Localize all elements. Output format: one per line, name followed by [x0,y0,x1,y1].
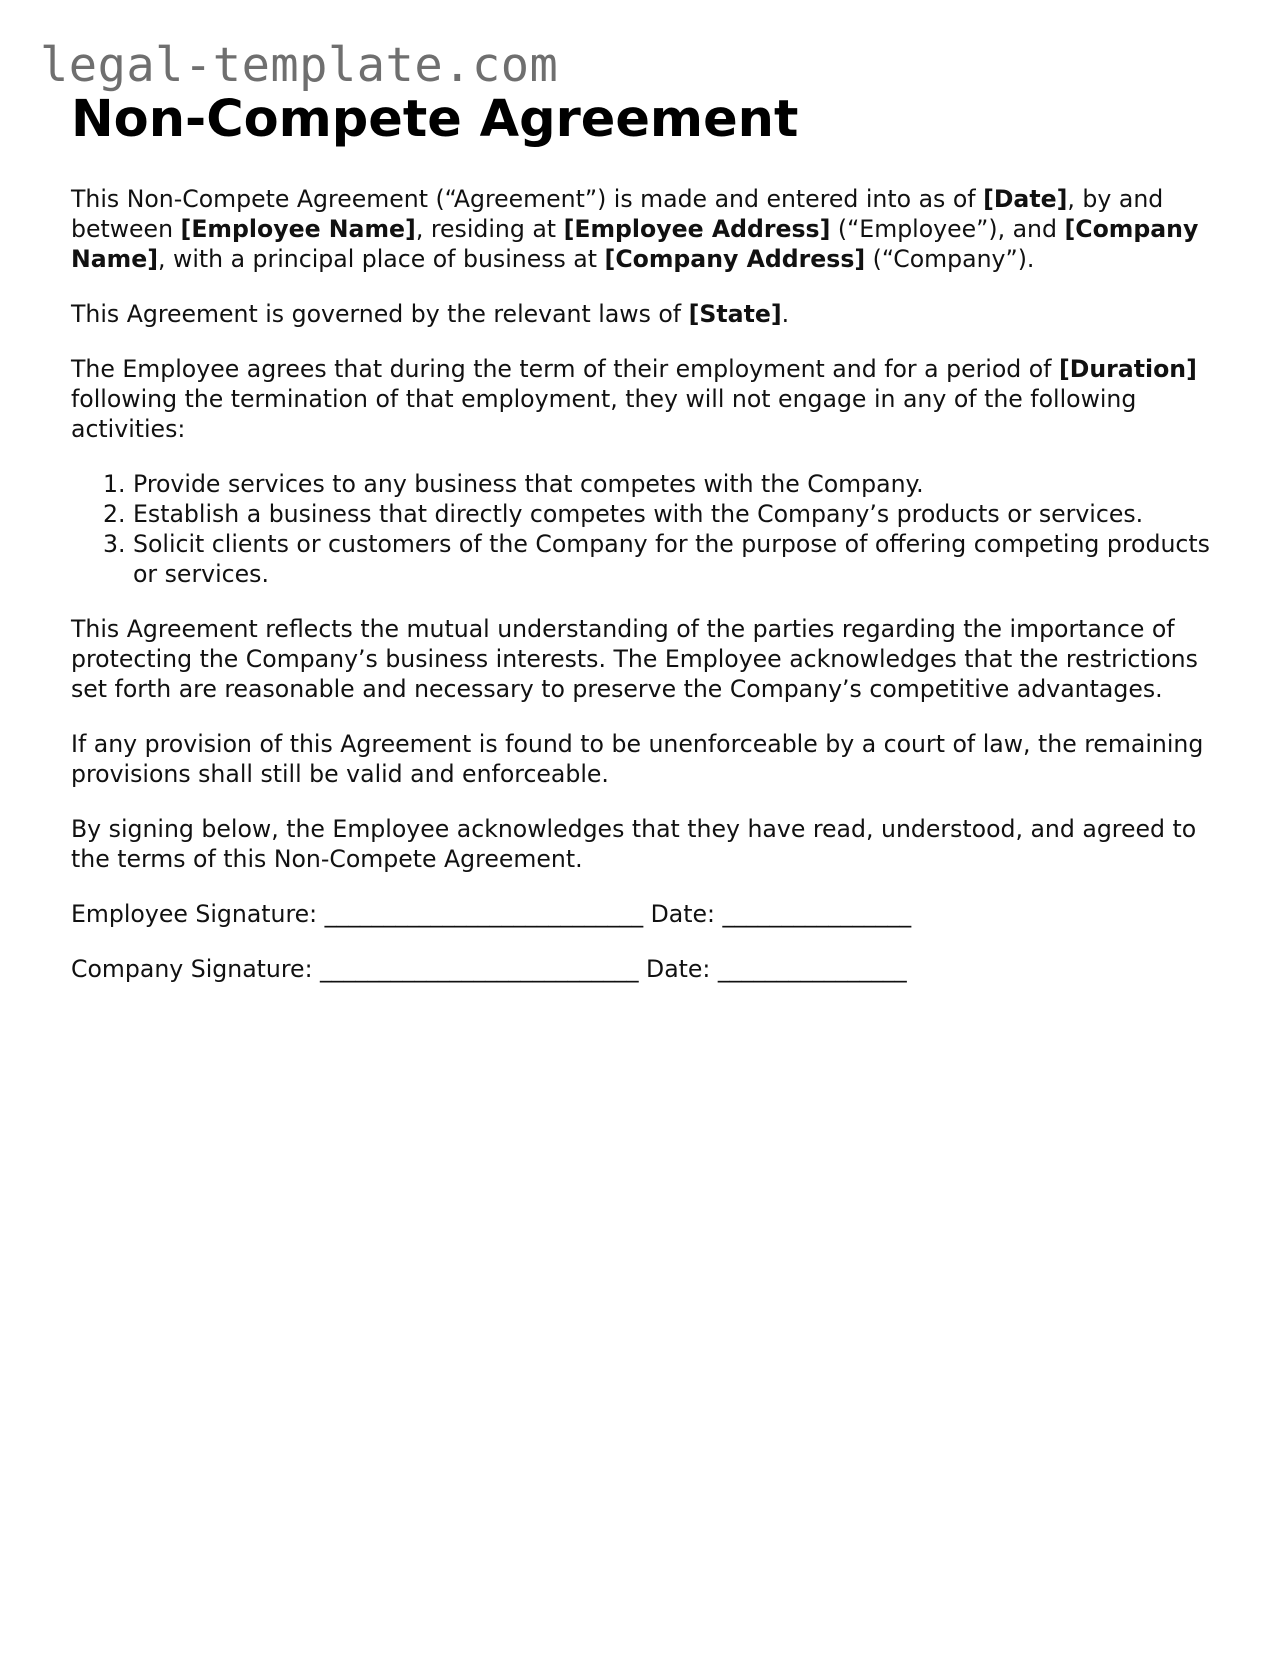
state-placeholder: [State] [688,300,782,328]
severability-paragraph: If any provision of this Agreement is found to be unenforceable by a court of law, the remaining provisions shall still be valid and enforceable. [71,730,1204,788]
mutual-understanding-paragraph: This Agreement reflects the mutual understanding of the parties regarding the importance of protecting the Company’s business interests. The Employee acknowledges that the restrictions set forth are reasonable and necessary to preserve the Company’s competitive advantages. [71,615,1198,703]
intro-text: (“Employee”), and [830,215,1065,243]
duration-placeholder: [Duration] [1059,355,1197,383]
list-item: 3. Solicit clients or customers of the Company for the purpose of offering competing products or services. [133,529,1221,589]
company-signature-line: Company Signature: ___________________________ Date: ________________ [71,955,907,983]
employee-name-placeholder: [Employee Name] [180,215,416,243]
company-name-placeholder: [Company Name] [71,215,1199,273]
law-text: . [781,300,790,328]
intro-text: , residing at [415,215,564,243]
document-body [71,88,1221,984]
watermark-logo: legal-template.com [40,38,559,93]
acknowledgement-paragraph: By signing below, the Employee acknowledges that they have read, understood, and agreed to the terms of this Non-Compete Agreement. [71,815,1197,873]
law-text: This Agreement is governed by the relevant laws of [71,300,689,328]
employee-signature-line: Employee Signature: ___________________________ Date: ________________ [71,900,912,928]
document-title: Non-Compete Agreement [71,90,799,149]
intro-text: This Non-Compete Agreement (“Agreement”) is made and entered into as of [71,185,984,213]
list-item: 2. Establish a business that directly competes with the Company’s products or services. [133,499,1221,529]
restricted-activities-list [71,469,1221,589]
company-address-placeholder: [Company Address] [604,245,866,273]
intro-text: (“Company”). [865,245,1035,273]
intro-text: , with a principal place of business at [158,245,605,273]
employee-address-placeholder: [Employee Address] [563,215,831,243]
agreement-paragraph [71,354,1221,444]
list-item: 1. Provide services to any business that competes with the Company. [133,469,1221,499]
date-placeholder: [Date] [983,185,1068,213]
agree-text: following the termination of that employment, they will not engage in any of the following activities: [71,385,1137,443]
agree-text: The Employee agrees that during the term of their employment and for a period of [71,355,1059,383]
intro-text: , by and between [71,185,1164,243]
intro-paragraph [71,184,1221,274]
governing-law-paragraph [71,299,1221,329]
